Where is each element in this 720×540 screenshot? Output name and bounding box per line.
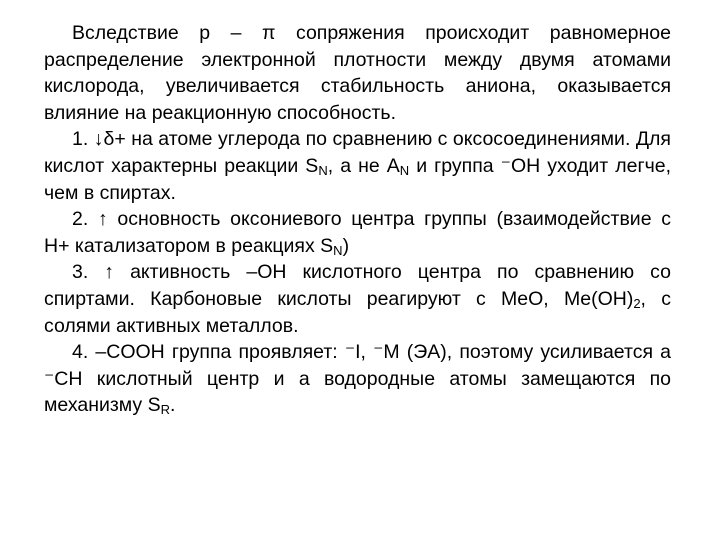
text-run: 3. ↑ активность –OH кислотного центра по сравнению со спиртами. Карбоновые кислоты реагируют с MeO, Me(OH)	[44, 261, 671, 310]
text-run: и группа ⁻OH уходит легче, чем в спиртах.	[44, 154, 672, 204]
text-run: 4. –COOH группа проявляет: ⁻I, ⁻M (ЭА), поэтому усиливается а ⁻CH кислотный центр и а водородные атомы замещаются по механизму S	[44, 341, 671, 417]
text-run: , а не A	[327, 154, 400, 177]
subscript: 2	[633, 295, 641, 311]
text-run: 2. ↑ основность оксониевого центра группы (взаимодействие с Н+ катализатором в реакциях S	[44, 208, 671, 257]
text-run: , с солями активных металлов.	[44, 287, 671, 337]
paragraph-point-2	[44, 206, 671, 259]
paragraph-point-3	[44, 259, 671, 339]
paragraph-point-4	[44, 339, 671, 419]
paragraph-intro: Вследствие р – π сопряжения происходит равномерное распределение электронной плотности между двумя атомами кислорода, увеличивается стабильность аниона, оказывается влияние на реакционную способность.	[44, 22, 671, 124]
slide-body-text	[44, 20, 671, 419]
subscript: R	[160, 402, 170, 418]
paragraph-point-1	[44, 126, 671, 206]
text-run: )	[342, 234, 350, 257]
subscript: N	[399, 162, 410, 178]
subscript: N	[333, 242, 343, 258]
text-run: 1. ↓δ+ на атоме углерода по сравнению с оксосоединениями. Для кислот характерны реакции S	[44, 128, 671, 177]
subscript: N	[318, 162, 328, 178]
text-run: .	[170, 394, 176, 417]
